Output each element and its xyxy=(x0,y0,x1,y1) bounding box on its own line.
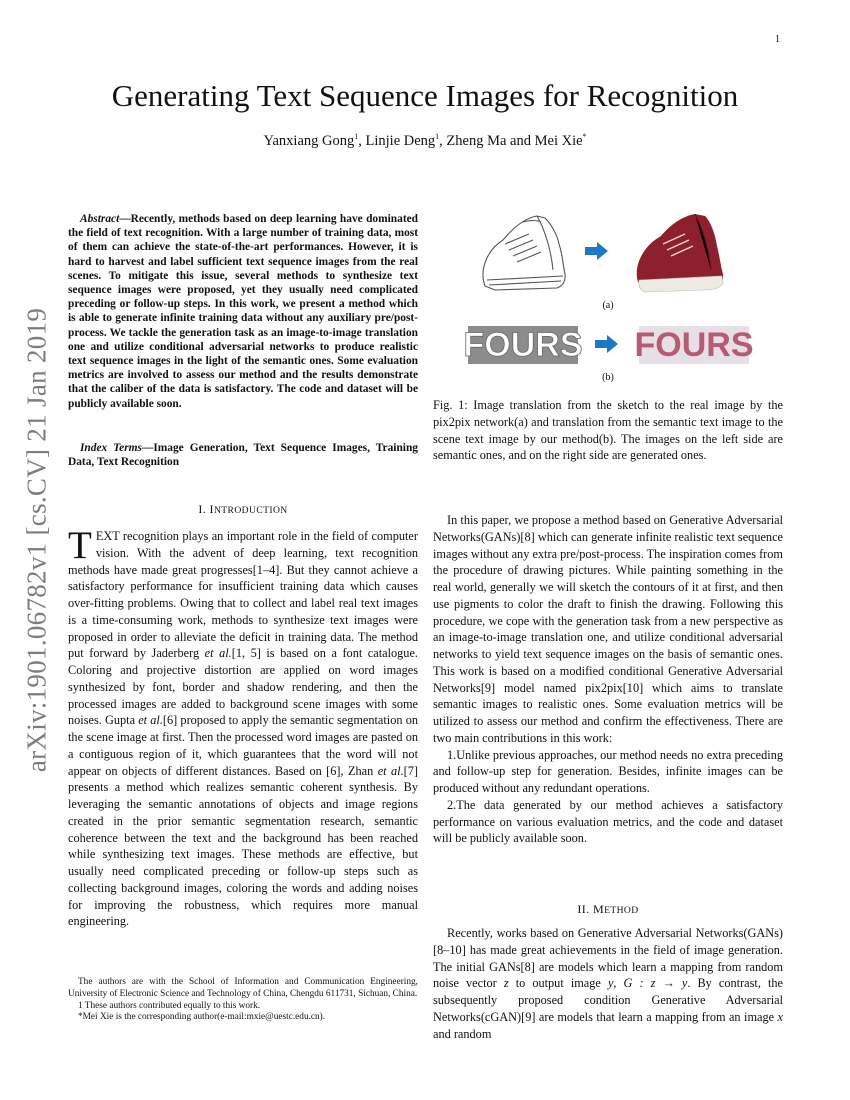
author-name: Yanxiang Gong xyxy=(263,133,355,149)
et-al: et al. xyxy=(204,646,232,661)
abstract-lead: Abstract xyxy=(80,213,120,225)
et-al: et al. xyxy=(138,713,163,728)
figure-caption: Fig. 1: Image translation from the sketch to the real image by the pix2pix network(a) and translation from the semantic text image to the scene text image by our method(b). The images on the left side are semantic ones, and on the right side are generated ones. xyxy=(433,398,783,463)
method-text: and random xyxy=(433,1026,492,1041)
method-text: Recently, works based on Generative Adversarial Networks(GANs)[8–10] has made great achievements in the field of image generation. The initial GANs[8] are models which learn a mapping from random noise vector xyxy=(433,926,783,991)
footnotes xyxy=(68,977,418,1024)
math-mapping: G : z → y xyxy=(623,976,688,991)
author-name: Linjie Deng xyxy=(365,133,436,149)
abstract xyxy=(68,212,418,411)
intro-text: EXT recognition plays an important role in the field of computer vision. With the advent of deep learning, text recognition methods have made great progresses[1–4]. But they cannot achieve a satisfactory performance for insufficient training data which causes over-fitting problems. Owing that to collect and label real text images is a time-consuming work, methods to synthesize text images were proposed in order to alleviate the deficit in training data. The method put forward by Jaderberg xyxy=(68,529,418,661)
figure-1 xyxy=(433,200,783,390)
semantic-text-word: FOURS xyxy=(463,326,583,364)
author-separator: and xyxy=(506,133,535,149)
footnote-corresponding-author: *Mei Xie is the corresponding author(e-mail:mxie@uestc.edu.cn). xyxy=(78,1012,326,1023)
et-al: et al. xyxy=(377,763,404,778)
intro-text: [7] presents a method which realizes semantic coherent synthesis. By leveraging the semantic annotations of objects and image regions created in the prior semantic segmentation research, semantic coherence between the text and the background has been reached while synthesizing text images. These methods are effective, but usually need complicated preceding or follow-up steps such as collecting background images, coloring the words and adding noises for improving the robustness, which requires more manual engineering. xyxy=(68,763,418,929)
method-text: . By contrast, the subsequently proposed condition Generative Adversarial Networks(cGAN)[9] are models that learn a mapping from an image xyxy=(433,976,783,1024)
author-mark: 1 xyxy=(354,132,359,142)
body-paragraph xyxy=(433,925,783,1042)
intro-text: [1, 5] is based on a font catalogue. Coloring and projective distortion are applied on word images synthesized by font, border and shadow rendering, and then the processed images are added to background scene images with some noises. Gupta xyxy=(68,646,418,728)
body-paragraph: In this paper, we propose a method based on Generative Adversarial Networks(GANs)[8] which can generate infinite realistic text sequence images without any extra pre/post-process. The inspiration comes from the procedure of drawing pictures. While painting something in the real world, generally we will sketch the contours of it at first, and then use pigments to color the draft to finish the drawing. Following this procedure, we cope with the generation task from a new perspective as an image-to-image translation one, and utilize conditional adversarial networks to yield text sequence images on the basis of semantic ones. This work is based on a modified conditional Generative Adversarial Networks[9] model named pix2pix[10] which aims to translate semantic images to realistic ones. Some evaluation metrics will be utilized to assess our method and confirm the effectiveness. There are two main contributions in this work: xyxy=(433,513,783,745)
introduction-paragraph xyxy=(68,524,418,930)
intro-text: [6] proposed to apply the semantic segmentation on the scene image at first. Then the processed word images are pasted on a contiguous region of it, which guarantees that the word will not appear on objects of different distances. Based on [6], Zhan xyxy=(68,713,418,778)
section-initial: I xyxy=(209,502,214,516)
contribution-paragraphs xyxy=(433,512,783,847)
arrow-right-icon xyxy=(585,242,608,260)
index-terms xyxy=(68,441,418,469)
contribution-2: 2.The data generated by our method achieves a satisfactory performance on various evaluation metrics, and the code and dataset will be publicly available soon. xyxy=(433,797,783,846)
section-rest: ETHOD xyxy=(604,905,639,916)
author-separator: , xyxy=(358,133,366,149)
figure-1-graphic xyxy=(433,200,783,390)
generated-text-word: FOURS xyxy=(634,326,754,364)
math-x: x xyxy=(777,1009,783,1024)
author-separator: , xyxy=(439,133,447,149)
section-number: I. xyxy=(198,502,210,516)
sketch-shoe-image xyxy=(483,216,565,290)
footnote-affiliation: The authors are with the School of Information and Communication Engineering, University of Electronic Science and Technology of China, Chengdu 611731, Sichuan, China. xyxy=(68,977,418,999)
author-mark: * xyxy=(582,132,587,142)
paper-title: Generating Text Sequence Images for Recognition xyxy=(111,78,739,113)
page-number: 1 xyxy=(775,34,780,45)
math-y: y xyxy=(607,976,614,991)
section-number: II. xyxy=(577,902,593,916)
section-heading-method xyxy=(433,902,783,917)
index-terms-lead: Index Terms xyxy=(80,442,142,454)
math-z: z xyxy=(503,976,509,991)
arxiv-stamp: arXiv:1901.06782v1 [cs.CV] 21 Jan 2019 xyxy=(21,307,52,773)
figure-label-a: (a) xyxy=(602,300,614,311)
method-text: , xyxy=(613,976,624,991)
abstract-text: —Recently, methods based on deep learning have dominated the field of text recognition. With a large number of training data, most of them can achieve the state-of-the-art performances. However, it is hard to harvest and label sufficient text sequence images from the real scenes. To mitigate this issue, several methods to synthesize text sequence images were proposed, yet they usually need complicated preceding or follow-up steps. In this work, we present a method which is able to generate infinite training data without any auxiliary pre/post-process. We tackle the generation task as an image-to-image translation one and utilize conditional adversarial networks to produce realistic text sequence images in the light of the semantic ones. Some evaluation metrics are involved to assess our method and the results demonstrate that the caliber of the data is satisfactory. The code and dataset will be publicly available soon. xyxy=(68,213,418,410)
author-name: Zheng Ma xyxy=(446,133,507,149)
section-initial: M xyxy=(593,902,605,916)
drop-cap: T xyxy=(68,524,92,567)
contribution-1: 1.Unlike previous approaches, our method needs no extra preceding and follow-up step for generation. Besides, infinite images can be produced without any redundant operations. xyxy=(433,747,783,795)
section-heading-introduction xyxy=(68,502,418,517)
index-terms-text: —Image Generation, Text Sequence Images, Training Data, Text Recognition xyxy=(68,442,418,469)
author-name: Mei Xie xyxy=(534,133,583,149)
author-list xyxy=(0,133,850,150)
generated-shoe-image xyxy=(637,214,723,292)
figure-label-b: (b) xyxy=(602,372,614,383)
method-paragraph xyxy=(433,925,783,1042)
author-mark: 1 xyxy=(435,132,440,142)
section-rest: NTRODUCTION xyxy=(213,505,288,516)
footnote-equal-contribution: 1 These authors contributed equally to this work. xyxy=(78,1000,261,1011)
method-text: to output image xyxy=(508,976,608,991)
arrow-right-icon xyxy=(595,335,618,353)
